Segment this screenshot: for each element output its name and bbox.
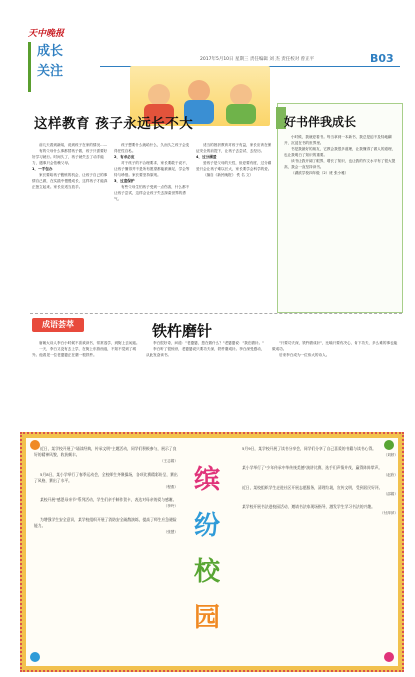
campus-news-right xyxy=(236,446,398,666)
news-item: 某学校开展书法进校园活动，邀请书法家现场指导，激发学生学习书法的兴趣。 （付萍萍） xyxy=(242,504,398,516)
campus-news-heading xyxy=(183,460,231,660)
heading-char-1: 缤 xyxy=(193,465,220,495)
subheading-1: 1．一手包办 xyxy=(32,167,53,171)
edition-meta: 2017年5月10日 星期三 责任编辑 刘 杰 责任校对 曾正平 xyxy=(200,57,315,62)
article-col-1: 前几天看到新闻，说到孩子在家的情况…… 有的父母什么事都替孩子做，孩子只需要好好学习就行。时间久了，孩子就失去了动手能力，遇事只会依赖父母。 1．一手包办 家长要给孩子锻炼的机会，让孩子自己的事情自己做，在实践中慢慢成长，这样孩子才能真正独立起来。家长应适当放手。 xyxy=(32,143,108,189)
campus-news-left xyxy=(34,446,178,666)
section-label-line1: 成长 xyxy=(37,44,64,59)
news-item: 5月9日，某学校开展了读书分享会，同学们分享了自己喜爱的书籍与读书心得。 （刘婷） xyxy=(242,446,398,458)
news-item: 近日，某学校开展了"诵读经典，传承文明"主题活动，同学们积极参与，展示了良好的精神风貌，收获颇丰。 （王志娟） xyxy=(34,446,178,464)
article-source: （摘自《新民晚报》 佚 名 文） xyxy=(203,173,254,177)
subheading-2: 2．有求必应 xyxy=(114,155,135,159)
heading-char-3: 校 xyxy=(193,557,220,587)
idiom-text-col-3: "只要功夫深，铁杵磨成针"，比喻只要有决心，肯下功夫，多么难的事也能做成功。 后来李白成为一位伟大的诗人。 xyxy=(272,341,398,357)
section-divider xyxy=(30,313,402,314)
article-col-2: 孩子想要什么就给什么，久而久之孩子会变得任性自私。 2．有求必应 对于孩子的不合理要求，家长要敢于说不，让孩子懂得并不是所有愿望都能被满足，学会等待与珍惜。家长要坚持原则。 3．过度保护 有些父母生怕孩子受到一点伤害，什么都不让孩子尝试，这样会让孩子失去探索世界的勇气。 xyxy=(114,143,190,201)
newspaper-logo: 天中晚报 xyxy=(28,29,65,39)
subheading-3: 3．过度保护 xyxy=(114,179,135,183)
news-item: 某小学举行了"少年传承中华传统美德"演讲比赛，选手们声情并茂，赢得阵阵掌声。 （赵欣） xyxy=(242,465,398,477)
idiom-title: 铁杵磨针 xyxy=(152,322,213,340)
page-number: B03 xyxy=(370,52,394,65)
news-item: 5月8日，某小学举行了春季运动会，全校师生齐聚操场，各项比赛精彩纷呈，赛出了风格，赛出了水平。 （程燕） xyxy=(34,471,178,490)
book-column-text: 小时候，我就爱看书。每当拿到一本新书，我总是迫不及待地翻开，沉浸在书的世界里。 书是我最好的朋友，它教会我很多道理，让我懂得了做人的道理，也让我明白了知识的重要。 读书让我开阔了眼界，增长了知识，也让我的作文水平有了很大提高，我会一直坚持读书。 （湖滨学校四年级（2）班 张小雅） xyxy=(284,134,398,306)
article-intro: 前几天看到新闻，说到孩子在家的情况…… xyxy=(39,143,108,147)
news-item: 某校开展"感恩母亲节"系列活动，学生们亲手制作贺卡，表达对母亲的爱与感谢。 （李玲） xyxy=(40,497,178,509)
heading-char-2: 纷 xyxy=(193,511,220,541)
section-label-line2: 关注 xyxy=(37,64,64,79)
book-column-signoff: （湖滨学校四年级（2）班 张小雅） xyxy=(291,171,349,175)
idiom-text-col-1: 唐朝大诗人李白小时候不喜欢读书，常常逃学，到街上去闲逛。 一天，李白又没有去上学，在街上东游西逛，不知不觉到了城外。他看见一位老婆婆正在磨一根铁杵。 xyxy=(32,341,140,357)
news-item: 近日，某校组织学生走进社区开展志愿服务，清理垃圾，宣传文明，受到居民好评。 （邵娟） xyxy=(242,484,398,497)
article-col-3: 适当的挫折教育对孩子有益，家长应该在保证安全的前提下，让孩子去尝试、去经历。 4．过分溺爱 爱孩子是父母的天性，但爱要有度，过分溺爱只会让孩子难以长大，家长要学会科学的爱。 （摘自《新民晚报》 佚 名 文） xyxy=(196,143,272,177)
book-column-title: 好书伴我成长 xyxy=(284,115,357,129)
heading-char-4: 园 xyxy=(193,603,220,633)
idiom-text-col-2: 李白很好奇，问道："老婆婆，您在做什么？"老婆婆说："我在磨针。" 李白听了很惊讶，老婆婆说只要功夫深，铁杵磨成针。李白深受感动，从此发奋读书。 xyxy=(146,341,265,357)
news-item: 为增强学生安全意识，某学校组织开展了消防安全疏散演练，提高了师生应急避险能力。 （张慧） xyxy=(34,516,178,535)
idiom-tag: 成语荟萃 xyxy=(32,318,84,332)
subheading-4: 4．过分溺爱 xyxy=(196,155,217,159)
section-label xyxy=(28,42,76,92)
main-headline: 这样教育 孩子永远长不大 xyxy=(34,116,194,132)
